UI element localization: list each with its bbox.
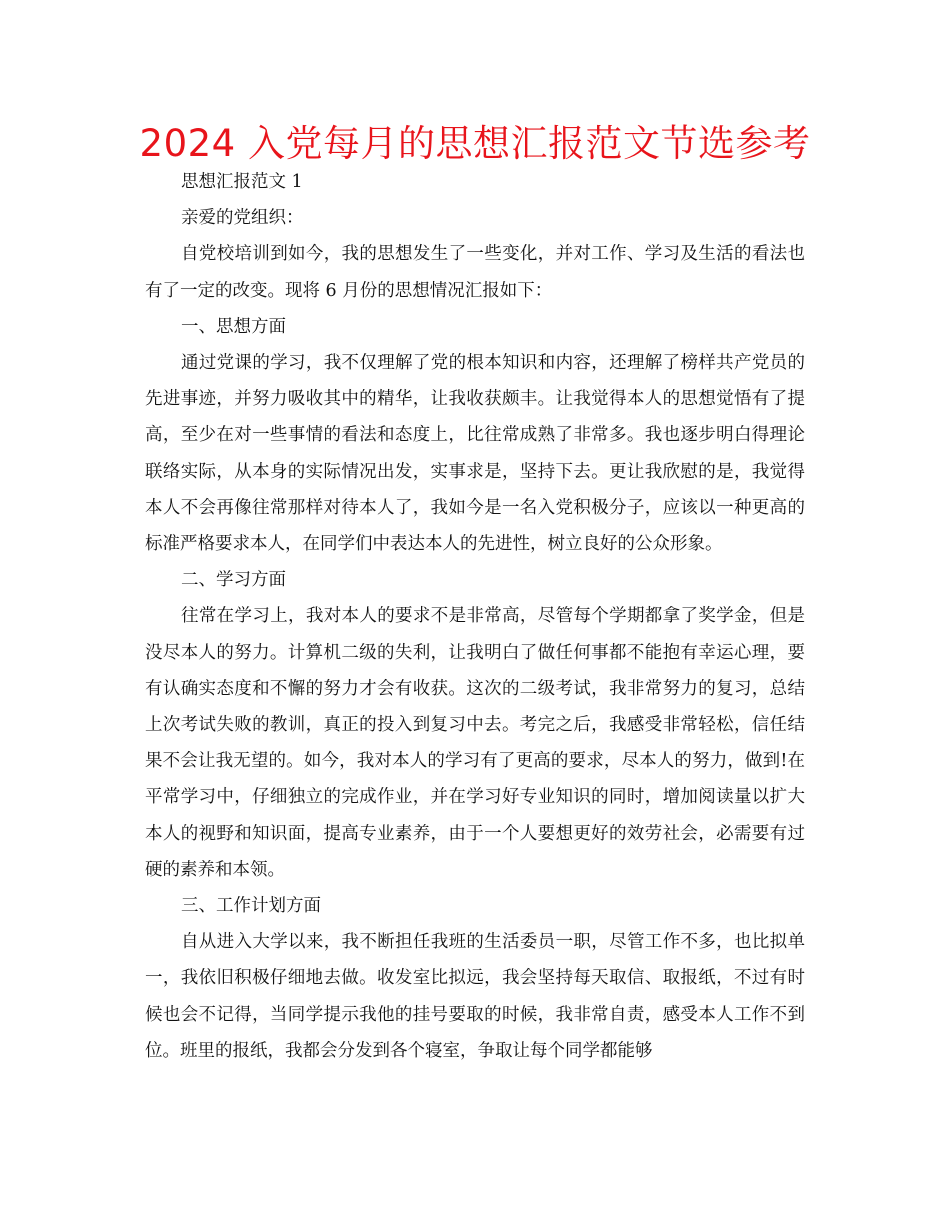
heading-study: 二、学习方面 [181,570,286,591]
paragraph-work: 自从进入大学以来，我不断担任我班的生活委员一职，尽管工作不多，也比拟单一，我依旧积极仔细地去做。收发室比拟远，我会坚持每天取信、取报纸，不过有时候也会不记得，当同学提示我他的挂号要取的时候，我非常自责，感受本人工作不到位。班里的报纸，我都会分发到各个寝室，争取让每个同学都能够 [145,932,805,1061]
paragraph-study: 往常在学习上，我对本人的要求不是非常高，尽管每个学期都拿了奖学金，但是没尽本人的努力。计算机二级的失利，让我明白了做任何事都不能抱有幸运心理，要有认确实态度和不懈的努力才会有收获。这次的二级考试，我非常努力的复习，总结上次考试失败的教训，真正的投入到复习中去。考完之后，我感受非常轻松，信任结果不会让我无望的。如今，我对本人的学习有了更高的要求，尽本人的努力，做到!在平常学习中，仔细独立的完成作业，并在学习好专业知识的同时，增加阅读量以扩大本人的视野和知识面，提高专业素养，由于一个人要想更好的效劳社会，必需要有过硬的素养和本领。 [145,606,805,880]
document-title: 2024 入党每月的思想汇报范文节选参考 [139,122,811,165]
section-label: 思想汇报范文 1 [181,172,303,192]
document-body [145,164,805,1069]
heading-work: 三、工作计划方面 [181,896,321,917]
heading-thought: 一、思想方面 [181,316,286,337]
salutation: 亲爱的党组织： [181,208,304,229]
intro-paragraph: 自党校培训到如今，我的思想发生了一些变化，并对工作、学习及生活的看法也有了一定的改变。现将 6 月份的思想情况汇报如下： [145,244,805,301]
paragraph-thought: 通过党课的学习，我不仅理解了党的根本知识和内容，还理解了榜样共产党员的先进事迹，并努力吸收其中的精华，让我收获颇丰。让我觉得本人的思想觉悟有了提高，至少在对一些事情的看法和态度上，比往常成熟了非常多。我也逐步明白得理论联络实际，从本身的实际情况出发，实事求是，坚持下去。更让我欣慰的是，我觉得本人不会再像往常那样对待本人了，我如今是一名入党积极分子，应该以一种更高的标准严格要求本人，在同学们中表达本人的先进性，树立良好的公众形象。 [145,353,805,555]
